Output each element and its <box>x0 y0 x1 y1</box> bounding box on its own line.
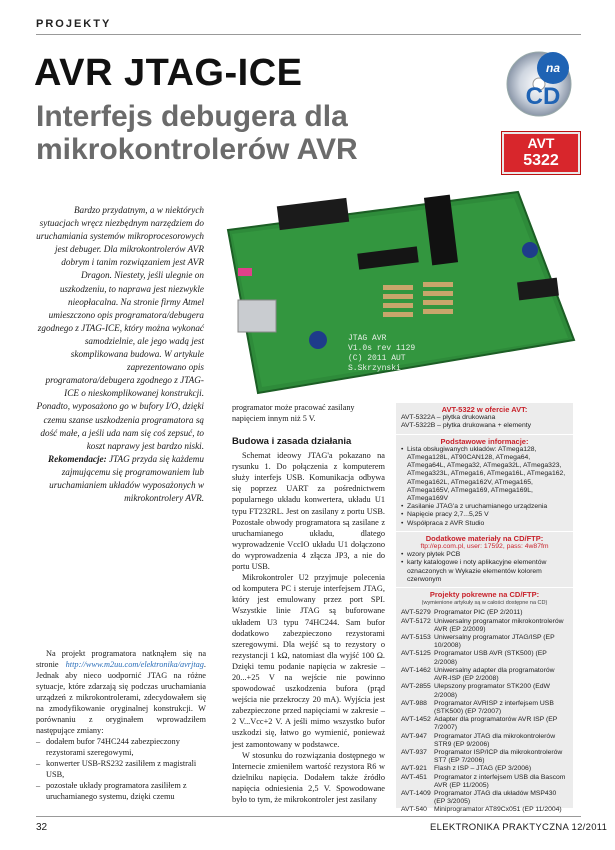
recommendation-text: JTAG przyda się każdemu zajmującemu się programowaniem lub uruchamianiem układów wyposażonych w mikrokontrolery AVR. <box>49 453 204 504</box>
changes-list <box>36 736 206 802</box>
info-sidebar <box>396 403 573 814</box>
table-row: AVT-1409 Programator JTAG dla układów MSP430 (EP 3/2005) <box>401 789 557 806</box>
list-item: – pozostałe układy programatora zasiliłem z uruchamianego systemu, dzięki czemu <box>36 780 206 802</box>
kit-option: AVT-5322A – płytka drukowana <box>401 414 496 422</box>
col2-paragraph: Schemat ideowy JTAG'a pokazano na rysunku 1. Do połączenia z komputerem służy interfejs USB. Komunikacja odbywa się poprzez UART za pośrednictwem popularnego układu konwertera, układu U1 typu FT232RL. Jest on zasilany z portu USB. Pozostałe obwody programatora są zasilane z uruchamianego układu, dlatego wyprowadzenie VccIO układu U1 dołączono do wyprowadzenia 4 złącza JP3, a nie do portu USB. <box>232 451 385 572</box>
offer-title: AVT-5322 w ofercie AVT: <box>441 405 528 414</box>
info-item: • Lista obsługiwanych układów: ATmega128, ATmega128L, AT90CAN128, ATmega64, ATmega64L, ATmega32, ATmega32L, ATmega323, ATmega323L, ATmega16, ATmega16L, ATmega162, ATmega162L, ATmega162V, ATmega165, ATmega165V, ATmega169, ATmega169L, ATmega169V <box>407 446 568 503</box>
magazine-name: ELEKTRONIKA PRAKTYCZNA 12/2011 <box>430 822 608 833</box>
avt-kit-badge <box>502 132 580 174</box>
table-row: AVT-5279 Programator PIC (EP 2/2011) <box>401 609 523 617</box>
extra-materials-title: Dodatkowe materiały na CD/FTP: <box>425 533 544 543</box>
col2-paragraph: W stosunku do rozwiązania dostępnego w Internecie zmieniłem wartość rezystora R6 w dzielniku napięcia. Dodałem także źródło napięcia odniesienia 2,5 V. Spowodowane było to tym, że mikrokontroler jest zasilany <box>232 750 385 804</box>
table-row: AVT-1462 Uniwersalny adapter dla programatorów AVR-ISP (EP 2/2008) <box>401 666 555 683</box>
image-continuation-text: programator może pracować zasilany napięciem innym niż 5 V. <box>232 403 355 423</box>
cd-badge-na: na <box>545 61 561 75</box>
board-label-4: S.Skrzynski <box>348 364 401 373</box>
kit-option: AVT-5322B – płytka drukowana + elementy <box>401 422 532 430</box>
table-row: AVT-451 Programator z interfejsem USB dla Bascom AVR (EP 11/2005) <box>401 773 566 789</box>
info-item: • Współpraca z AVR Studio <box>407 520 568 528</box>
page-number: 32 <box>36 822 48 833</box>
article-title: AVR JTAG-ICE <box>34 52 303 94</box>
table-row: AVT-921 Flash z ISP – JTAG (EP 3/2006) <box>401 765 532 773</box>
article-subtitle: Interfejs debugera dla mikrokontrolerów AVR <box>36 100 358 166</box>
col1-paragraph: Na projekt programatora natknąłem się na stronie http://www.m2uu.com/elektronika/avrjtag. Jednak aby nieco uodpornić JTAG na różne sytuacje, które zdarzają się podczas uruchamiania urządzeń z mikrokontrolerami, zdecydowałem się na zmodyfikowanie oryginalnej konstrukcji. W porównaniu z oryginałem wprowadziłem następujące zmiany: <box>36 649 206 735</box>
table-row: AVT-2855 Ulepszony programator STK200 (EdW 2/2008) <box>401 683 550 699</box>
table-row: AVT-540 Miniprogramator AT89Cx051 (EP 11/2004) <box>401 806 562 814</box>
list-item: – dodałem bufor 74HC244 zabezpieczony rezystorami szeregowymi, <box>36 736 206 758</box>
list-item: – konwerter USB-RS232 zasiliłem z magistrali USB, <box>36 758 206 780</box>
table-row: AVT-937 Programator ISP/ICP dla mikrokontrolerów ST7 (EP 7/2006) <box>401 748 563 765</box>
cd-badge-icon <box>505 46 577 118</box>
related-projects-title: Projekty pokrewne na CD/FTP: <box>429 590 540 600</box>
extra-item: • karty katalogowe i noty aplikacyjne elementów oznaczonych w Wykazie elementów kolorem czerwonym <box>407 559 568 584</box>
table-row: AVT-5153 Uniwersalny programator JTAG/ISP (EP 10/2008) <box>401 634 555 650</box>
body-column-2 <box>232 436 385 805</box>
board-label-1: JTAG AVR <box>348 334 387 343</box>
section-heading: Budowa i zasada działania <box>232 436 352 447</box>
avt-badge-line2: 5322 <box>523 152 559 169</box>
col2-paragraph: Mikrokontroler U2 przyjmuje polecenia od komputera PC i steruje interfejsem JTAG, który jest emulowany przez port SPI. Wszystkie linie JTAG są buforowane układem U3 typu 74HC244. Sam bufor dodatkowo zabezpieczono rezystorami szeregowymi. Dla wejść są to rezystory o rezystancji 1 kΩ, natomiast dla wyjść 100 Ω. Dzięki temu podanie napięcia w zakresie –20...+25 V na wejście nie powinno spowodować uszkodzenia bufora (prąd wejścia nie przekroczy 20 mA). Wyjścia jest zabezpieczone przed napięciami w zakresie –2 V...Vcc+2 V. A jeśli mimo wszystko bufor uszkodzi się, łatwo go wymienić, ponieważ jest zamontowany w podstawce. <box>232 573 385 749</box>
source-link[interactable]: http://www.m2uu.com/elektronika/avrjtag <box>65 660 204 669</box>
ftp-credentials[interactable]: ftp://ep.com.pl, user: 17592, pass: 4w87fm <box>420 543 549 551</box>
lead-paragraph <box>36 204 204 505</box>
recommendation-label: Rekomendacje: <box>48 453 107 464</box>
related-projects-table <box>401 609 568 814</box>
avt-badge-line1: AVT <box>527 135 555 151</box>
footer-divider <box>36 816 581 817</box>
related-projects-note: (wymienione artykuły są w całości dostępne na CD) <box>421 600 548 607</box>
header-divider <box>36 34 581 35</box>
board-label-3: (C) 2011 AUT <box>348 354 406 363</box>
pcb-photo <box>218 190 578 395</box>
section-label: PROJEKTY <box>36 18 112 30</box>
table-row: AVT-5172 Uniwersalny programator mikrokontrolerów AVR (EP 2/2009) <box>401 617 564 633</box>
table-row: AVT-988 Programator AVRISP z interfejsem USB (STK500) (EP 7/2007) <box>401 699 554 715</box>
lead-text: Bardzo przydatnym, a w niektórych sytuacjach wręcz niezbędnym narzędziem do uruchamiania systemów mikroprocesorowych jest debuger. Dla mikrokontrolerów AVR dobrym i tanim rozwiązaniem jest AVR Dragon. Niestety, jeśli ulegnie on uszkodzeniu, to naprawa jest niezwykle nieopłacalna. Na stronie firmy Atmel umieszczono opis programatora/debugera zgodnego z JTAG-ICE, który można wykonać samodzielnie, ale jego wadą jest skomplikowana budowa. W artykule zaprezentowano opis programatora/debugera zgodnego z JTAG-ICE o nieskomplikowanej konstrukcji. Ponadto, wyposażono go w bufory I/O, dzięki czemu szanse uszkodzenia programatora są dość małe, a jeśli uda nam się coś zepsuć, to koszt naprawy jest bardzo niski. <box>36 205 204 451</box>
table-row: AVT-5125 Programator USB AVR (STK500) (EP 2/2008) <box>401 650 547 666</box>
extra-item: • wzory płytek PCB <box>407 551 568 559</box>
cd-badge-cd: CD <box>525 83 561 110</box>
table-row: AVT-947 Programator JTAG dla mikrokontrolerów STR9 (EP 9/2006) <box>401 732 556 748</box>
board-label-2: V1.0s rev 1129 <box>348 344 416 353</box>
basic-info-title: Podstawowe informacje: <box>440 436 529 446</box>
info-item: • Zasilanie JTAG'a z uruchamianego urządzenia <box>407 503 568 511</box>
table-row: AVT-1452 Adapter dla programatorów AVR ISP (EP 7/2007) <box>401 716 558 732</box>
body-column-1 <box>36 648 206 802</box>
info-item: • Napięcie pracy 2,7...5,25 V <box>407 511 568 519</box>
